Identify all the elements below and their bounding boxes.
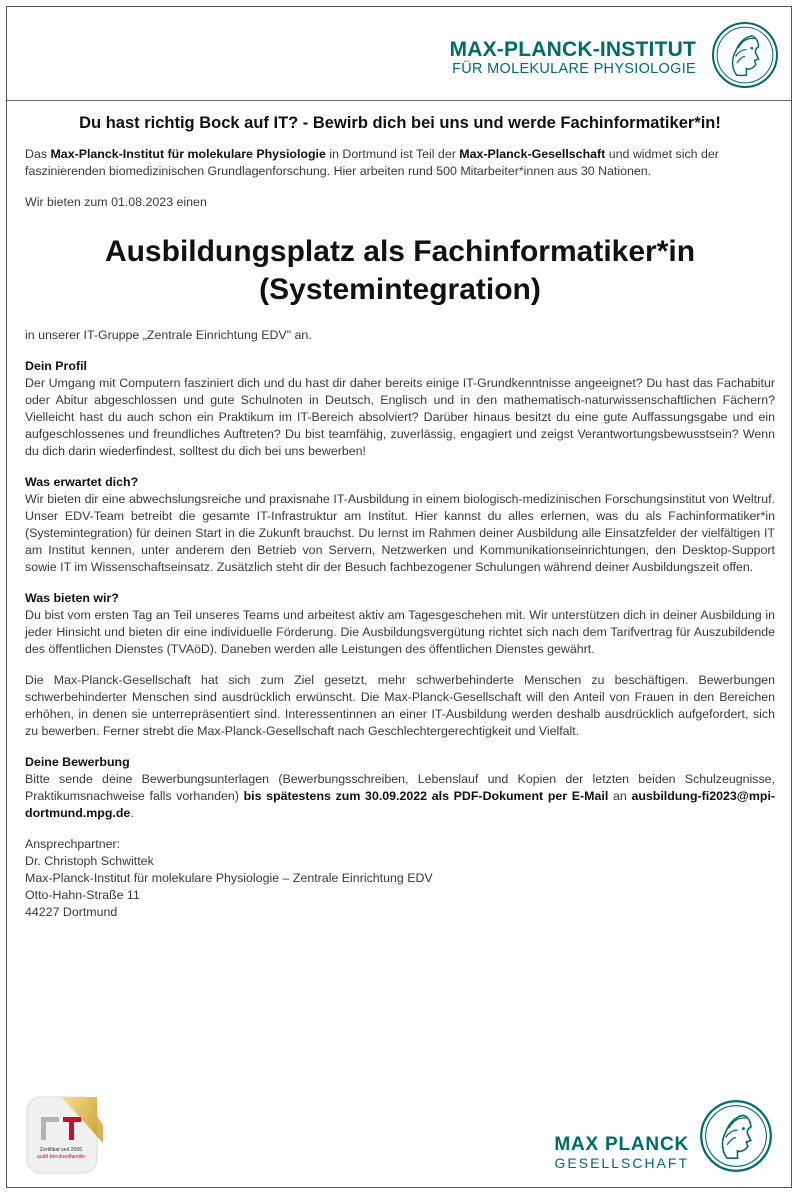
section-text-profil: Der Umgang mit Computern fasziniert dich und du hast dir daher bereits einige IT-Grundkenntnisse angeeignet? Du hast das Fachabitur oder Abitur abgeschlossen und gute Schulnoten in Deutsch, Englisch und in den mathematisch-naturwissenschaftlichen Fächern? Vielleicht hast du auch schon ein Praktikum im IT-Bereich absolviert? Darüber hinaus besitzt du eine gute Auffassungsgabe und ein aufgeschlossenes und freundliches Auftreten? Du bist teamfähig, zuverlässig, engagiert und zeigst Verantwortungsbewusstsein? Wenn du dich darin wiederfindest, solltest du dich bei uns bewerben! [25,376,775,458]
main-content [25,115,775,921]
page-headline: Du hast richtig Bock auf IT? - Bewirb dich bei uns und werde Fachinformatiker*in! [79,114,721,132]
institute-name-line1: MAX-PLANCK-INSTITUT [449,38,696,61]
cert-line2: audit berufundfamilie [36,1154,86,1160]
intro-paragraph: Das Max-Planck-Institut für molekulare Physiologie in Dortmund ist Teil der Max-Planck-Gesellschaft und widmet sich der faszinierenden biomedizinischen Grundlagenforschung. Hier arbeiten rund 500 Mitarbeiter*innen aus 30 Nationen. [25,147,719,178]
institute-name [450,39,696,77]
job-title-line1: Ausbildungsplatz als Fachinformatiker*in [104,235,696,268]
minerva-icon [699,1099,773,1173]
mpg-name [554,1135,689,1171]
job-title-line2: (Systemintegration) [259,273,541,306]
section-heading-bewerbung: Deine Bewerbung [25,755,130,769]
diversity-statement: Die Max-Planck-Gesellschaft hat sich zum Ziel gesetzt, mehr schwerbehinderte Menschen zu beschäftigen. Bewerbungen schwerbehinderter Menschen sind ausdrücklich erwünscht. Die Max-Planck-Gesellschaft will den Anteil von Frauen in den Bereichen erhöhen, in denen sie unterrepräsentiert sind. Interessentinnen an einer IT-Ausbildung werden deshalb ausdrücklich aufgefordert, sich zu bewerben. Ferner strebt die Max-Planck-Gesellschaft nach Geschlechtergerechtigkeit und Vielfalt. [25,673,775,738]
contact-block [25,836,775,921]
contact-label: Ansprechpartner: [25,837,121,851]
mpg-name-line1: MAX PLANCK [554,1134,689,1155]
application-text: Bitte sende deine Bewerbungsunterlagen (Bewerbungsschreiben, Lebenslauf und Kopien der letzten beiden Schulzeugnisse, Praktikumsnachweise falls vorhanden) bis spätestens zum 30.09.2022 als PDF-Dokument per E-Mail an ausbildung-fi2023@mpi-dortmund.mpg.de. [25,772,776,820]
section-heading-profil: Dein Profil [25,359,87,373]
job-title [25,233,775,309]
section-text-bieten: Du bist vom ersten Tag an Teil unseres Teams und arbeitest aktiv am Tagesgeschehen mit. Wir unterstützen dich in deiner Ausbildung in jeder Hinsicht und bieten dir eine individuelle Förderung. Die Ausbildungsvergütung richtet sich nach dem Tarifvertrag für Auszubildende des öffentlichen Dienstes (TVAöD). Daneben werden alle Leistungen des öffentlichen Dienstes gewährt. [25,608,775,656]
mpg-name-line2: GESELLSCHAFT [554,1155,689,1171]
header [7,7,791,101]
contact-org: Max-Planck-Institut für molekulare Physiologie – Zentrale Einrichtung EDV [25,871,433,885]
institute-name-line2: FÜR MOLEKULARE PHYSIOLOGIE [452,61,696,77]
minerva-icon [711,21,779,89]
page-frame [6,6,792,1188]
offer-date: Wir bieten zum 01.08.2023 einen [25,195,207,209]
contact-city: 44227 Dortmund [25,905,118,919]
contact-street: Otto-Hahn-Straße 11 [25,888,140,902]
cert-line1: Zertifikat seit 2006 [39,1147,83,1153]
contact-name: Dr. Christoph Schwittek [25,854,154,868]
section-heading-bieten: Was bieten wir? [25,591,119,605]
job-subtitle: in unserer IT-Gruppe „Zentrale Einrichtung EDV" an. [25,328,312,342]
section-text-erwartet: Wir bieten dir eine abwechslungsreiche und praxisnahe IT-Ausbildung in einem biologisch-medizinischen Forschungsinstitut von Weltruf. Unser EDV-Team betreibt die gesamte IT-Infrastruktur am Institut. Hier kannst du alles erlernen, was du als Fachinformatiker*in (Systemintegration) für deinen Start in die Zukunft brauchst. Du lernst im Rahmen deiner Ausbildung alle Einsatzfelder der vielfältigen IT am Institut kennen, unter anderem den Betrieb von Servern, Netzwerken und Kommunikationseinrichtungen, den Desktop-Support sowie IT im Wissenschaftseinsatz. Zusätzlich steht dir der Besuch fachbezogener Schulungen während deiner Ausbildungszeit offen. [25,492,775,574]
application-email-link[interactable]: ausbildung-fi2023@mpi-dortmund.mpg.de [25,789,776,820]
section-heading-erwartet: Was erwartet dich? [25,475,139,489]
berufundfamilie-seal-icon [25,1095,105,1177]
